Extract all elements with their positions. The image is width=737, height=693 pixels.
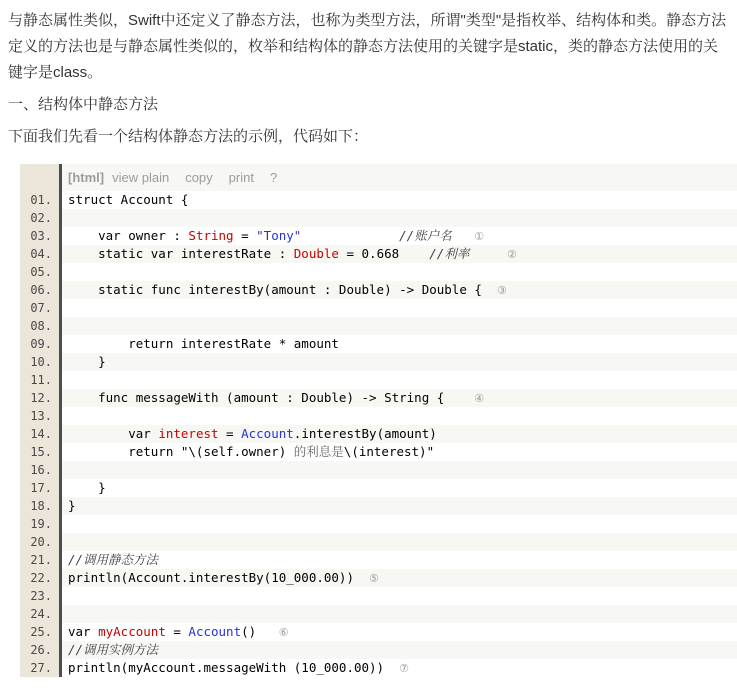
code-segment: static func interestBy(amount : Double) -> Double { (68, 282, 497, 297)
code-text (62, 407, 737, 425)
code-segment: myAccount (98, 624, 166, 639)
line-number: 12. (20, 389, 62, 407)
line-number: 14. (20, 425, 62, 443)
code-text (62, 191, 737, 209)
line-number: 22. (20, 569, 62, 587)
code-segment: func messageWith (amount : Double) -> String { (68, 390, 475, 405)
code-segment (452, 228, 475, 243)
code-segment: \(interest)" (343, 444, 435, 459)
code-segment: } (68, 354, 106, 369)
code-segment: //利率 (429, 246, 470, 261)
code-toolbar-row (20, 164, 737, 191)
code-line (20, 587, 737, 605)
code-segment: interest (158, 426, 219, 441)
code-block (20, 164, 737, 677)
code-line (20, 533, 737, 551)
code-text (62, 299, 737, 317)
code-line (20, 371, 737, 389)
code-segment: 的利息是 (293, 444, 344, 459)
code-text (62, 623, 737, 641)
code-segment: println(myAccount.messageWith (10_000.00)) (68, 660, 400, 675)
line-number: 23. (20, 587, 62, 605)
line-number: 04. (20, 245, 62, 263)
code-text (62, 281, 737, 299)
code-segment: //账户名 (399, 228, 452, 243)
annotation-marker: ⑦ (399, 662, 410, 675)
code-segment: return interestRate * amount (68, 336, 339, 351)
code-line (20, 623, 737, 641)
code-text (62, 659, 737, 677)
code-segment: Account (188, 624, 242, 639)
code-segment: struct Account { (68, 192, 189, 207)
code-line (20, 497, 737, 515)
help-link[interactable]: ? (269, 170, 278, 185)
line-number: 10. (20, 353, 62, 371)
line-number: 26. (20, 641, 62, 659)
annotation-marker: ④ (474, 392, 485, 405)
code-segment (301, 228, 399, 243)
code-text (62, 551, 737, 569)
code-text (62, 497, 737, 515)
code-line (20, 389, 737, 407)
code-segment: = (165, 624, 189, 639)
line-number: 06. (20, 281, 62, 299)
code-line (20, 479, 737, 497)
code-line (20, 281, 737, 299)
code-line (20, 551, 737, 569)
code-text (62, 371, 737, 389)
code-segment: } (68, 498, 76, 513)
code-text (62, 479, 737, 497)
code-line (20, 605, 737, 623)
code-segment: "Tony" (256, 228, 302, 243)
code-line (20, 191, 737, 209)
code-text (62, 353, 737, 371)
line-number: 07. (20, 299, 62, 317)
annotation-marker: ① (474, 230, 485, 243)
code-line (20, 227, 737, 245)
code-segment (399, 246, 429, 261)
line-number: 09. (20, 335, 62, 353)
code-text (62, 605, 737, 623)
code-text (62, 227, 737, 245)
code-line (20, 461, 737, 479)
line-number: 21. (20, 551, 62, 569)
intro-paragraph: 与静态属性类似，Swift中还定义了静态方法，也称为类型方法，所谓"类型"是指枚举、结构体和类。静态方法定义的方法也是与静态属性类似的，枚举和结构体的静态方法使用的关键字是static，类的静态方法使用的关键字是class。 (8, 12, 727, 81)
code-line (20, 407, 737, 425)
code-segment: var owner : (68, 228, 189, 243)
code-segment: //调用静态方法 (68, 552, 159, 567)
annotation-marker: ② (506, 248, 517, 261)
code-line (20, 659, 737, 677)
code-line (20, 569, 737, 587)
code-segment: static var interestRate : (68, 246, 294, 261)
code-line (20, 515, 737, 533)
article-body (0, 0, 737, 150)
code-line (20, 299, 737, 317)
line-number: 13. (20, 407, 62, 425)
code-toolbar (62, 164, 737, 191)
line-number: 05. (20, 263, 62, 281)
code-line (20, 263, 737, 281)
code-text (62, 443, 737, 461)
code-segment: var (68, 426, 159, 441)
line-number: 19. (20, 515, 62, 533)
code-segment: //调用实例方法 (68, 642, 159, 657)
line-number: 08. (20, 317, 62, 335)
code-segment: return "\(self.owner) (68, 444, 294, 459)
code-text (62, 425, 737, 443)
line-number: 16. (20, 461, 62, 479)
line-number: 27. (20, 659, 62, 677)
line-number: 02. (20, 209, 62, 227)
code-text (62, 245, 737, 263)
code-text (62, 209, 737, 227)
code-segment: var (68, 624, 99, 639)
lead-paragraph: 下面我们先看一个结构体静态方法的示例，代码如下： (8, 128, 369, 145)
code-line (20, 209, 737, 227)
code-text (62, 263, 737, 281)
code-line (20, 425, 737, 443)
code-segment: } (68, 480, 106, 495)
code-segment: = 0.668 (338, 246, 400, 261)
code-segment: = (233, 228, 257, 243)
code-segment: Double (293, 246, 339, 261)
annotation-marker: ⑤ (369, 572, 379, 585)
line-number: 11. (20, 371, 62, 389)
code-text (62, 515, 737, 533)
code-segment: .interestBy(amount) (293, 426, 437, 441)
code-line (20, 443, 737, 461)
code-line (20, 317, 737, 335)
code-lines (20, 191, 737, 677)
code-segment: String (188, 228, 234, 243)
code-segment: () (241, 624, 279, 639)
section-heading: 一、结构体中静态方法 (8, 96, 159, 113)
annotation-marker: ⑥ (278, 626, 289, 639)
code-text (62, 389, 737, 407)
print-link[interactable]: print (228, 170, 254, 185)
code-text (62, 317, 737, 335)
code-text (62, 335, 737, 353)
gutter-header (20, 164, 62, 191)
line-number: 03. (20, 227, 62, 245)
code-text (62, 569, 737, 587)
code-text (62, 587, 737, 605)
code-segment (469, 246, 507, 261)
code-text (62, 461, 737, 479)
code-segment: = (218, 426, 242, 441)
code-line (20, 245, 737, 263)
code-text (62, 641, 737, 659)
code-line (20, 641, 737, 659)
line-number: 20. (20, 533, 62, 551)
view-plain-link[interactable]: view plain (112, 170, 170, 185)
copy-link[interactable]: copy (185, 170, 213, 185)
code-line (20, 335, 737, 353)
code-text (62, 533, 737, 551)
line-number: 18. (20, 497, 62, 515)
code-segment: println(Account.interestBy(10_000.00)) (68, 570, 370, 585)
code-line (20, 353, 737, 371)
line-number: 01. (20, 191, 62, 209)
line-number: 25. (20, 623, 62, 641)
line-number: 15. (20, 443, 62, 461)
annotation-marker: ③ (496, 284, 507, 297)
line-number: 17. (20, 479, 62, 497)
code-segment: Account (241, 426, 294, 441)
language-label: [html] (68, 170, 105, 185)
line-number: 24. (20, 605, 62, 623)
